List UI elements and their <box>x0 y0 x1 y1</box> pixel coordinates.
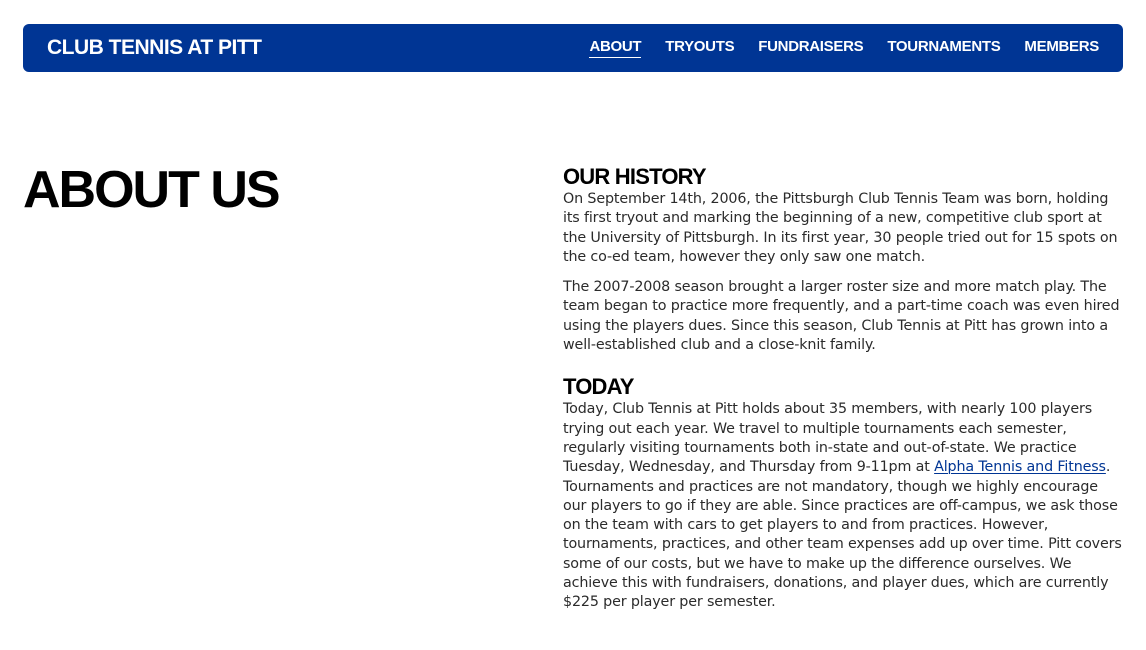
history-paragraph: On September 14th, 2006, the Pittsburgh Club Tennis Team was born, holding its first tryout and marking the beginning of a new, competitive club sport at the University of Pittsburgh. In its first year, 30 people tried out for 15 spots on the co-ed team, however they only saw one match. <box>563 191 1118 265</box>
today-text-start: Today, Club Tennis at Pitt holds about 35 members, with nearly 100 players trying out each year. We travel to multiple tournaments each semester, regularly visiting tournaments both in-state and out-of-state. We practice Tuesday, Wednesday, and Thursday from 9-11pm at <box>563 401 1092 476</box>
nav-link-about[interactable]: ABOUT <box>589 38 641 58</box>
alpha-tennis-link[interactable]: Alpha Tennis and Fitness <box>934 459 1106 476</box>
site-brand[interactable]: CLUB TENNIS AT PITT <box>47 36 262 59</box>
history-heading: OUR HISTORY <box>563 164 706 189</box>
today-paragraph <box>563 400 1123 612</box>
page-title: ABOUT US <box>23 161 279 219</box>
today-section <box>563 374 1123 612</box>
nav-link-members[interactable]: MEMBERS <box>1024 38 1099 55</box>
nav-link-fundraisers[interactable]: FUNDRAISERS <box>758 38 864 55</box>
nav-link-tournaments[interactable]: TOURNAMENTS <box>887 38 1001 55</box>
nav-links <box>589 24 1099 72</box>
nav-link-tryouts[interactable]: TRYOUTS <box>665 38 735 55</box>
top-navbar <box>23 24 1123 72</box>
today-text-end: . Tournaments and practices are not mandatory, though we highly encourage our players to go if they are able. Since practices are off-campus, we ask those on the team with cars to get players to and from practices. However, tournaments, practices, and other team expenses add up over time. Pitt covers some of our costs, but we have to make up the difference ourselves. We achieve this with fundraisers, donations, and player dues, which are currently $225 per player per semester. <box>563 459 1122 611</box>
history-paragraph: The 2007-2008 season brought a larger roster size and more match play. The team began to practice more frequently, and a part-time coach was even hired using the players dues. Since this season, Club Tennis at Pitt has grown into a well-established club and a close-knit family. <box>563 279 1120 354</box>
history-section <box>563 164 1123 355</box>
today-heading: TODAY <box>563 374 634 400</box>
about-content <box>563 164 1123 613</box>
